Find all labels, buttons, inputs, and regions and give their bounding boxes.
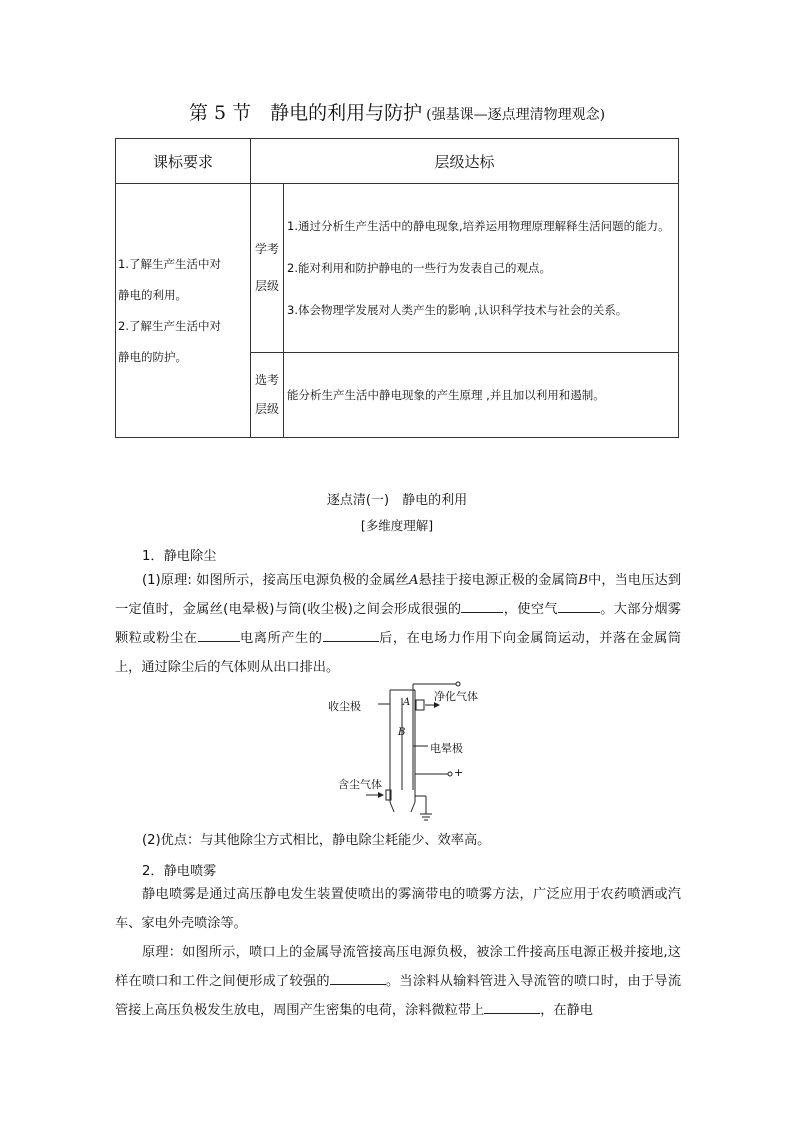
level-label-basic (251, 184, 284, 353)
table-header-requirements: 课标要求 (116, 139, 251, 184)
symbol-B: B (578, 573, 588, 588)
table-header-levels: 层级达标 (251, 139, 679, 184)
fill-blank[interactable] (330, 970, 386, 985)
text: (1)原理: 如图所示，接高压电源负极的金属丝 (142, 573, 409, 588)
level-items-advanced (284, 353, 679, 438)
standards-table (115, 138, 679, 438)
heading-electrostatic-spray: 2．静电喷雾 (142, 864, 217, 879)
level-label-line: 学考 (254, 242, 279, 256)
requirements-cell (116, 184, 251, 438)
level-item: 3.体会物理学发展对人类产生的影响 ,认识科学技术与社会的关系。 (287, 302, 628, 317)
heading-electrostatic-dust-removal: 1．静电除尘 (142, 549, 217, 564)
level-item: 能分析生产生活中静电现象的产生原理 ,并且加以利用和遏制。 (287, 387, 605, 402)
label-plus: + (454, 766, 464, 779)
section-title: 逐点清(一) 静电的利用 (326, 493, 468, 508)
fill-blank[interactable] (461, 598, 503, 613)
level-label-advanced (251, 353, 284, 438)
text: 悬挂于接电源正极的金属筒 (418, 573, 579, 588)
fill-blank[interactable] (323, 627, 379, 642)
label-B: B (398, 727, 406, 738)
dust-removal-diagram (330, 678, 510, 828)
fill-blank[interactable] (484, 999, 540, 1014)
text: 后，在电场力作用下向金属筒运动，并落在金属筒上，通过除尘后的气体则从出口排出。 (115, 631, 682, 675)
requirement-line: 静电的防护。 (118, 349, 187, 364)
table-header-row (116, 139, 679, 184)
level-items-basic (284, 184, 679, 353)
symbol-A: A (408, 573, 419, 588)
text: 原理：如图所示，喷口上的金属导流管接高压电源负极，被涂工件接高压电源正极并接地,这样在喷口和工件之间便形成了较强的 (115, 945, 681, 989)
table-row (116, 184, 679, 353)
level-item: 2.能对利用和防护静电的一些行为发表自己的观点。 (287, 260, 551, 275)
label-corona: 电晕极 (430, 742, 463, 755)
paragraph-spray-principle (115, 938, 681, 1025)
level-label-line: 层级 (254, 402, 279, 416)
paragraph-advantage: (2)优点：与其他除尘方式相比，静电除尘耗能少、效率高。 (142, 833, 491, 848)
level-label-line: 选考 (254, 373, 279, 387)
title-main: 第 5 节 静电的利用与防护 (188, 102, 423, 124)
text: 。当涂料从输料管进入导流管的喷口时，由于导流管接上高压负极发生放电，周围产生密集的电荷，涂料微粒带上 (115, 974, 682, 1018)
section-subtitle: [多维度理解] (360, 518, 434, 533)
paragraph-principle (115, 566, 681, 682)
requirement-line: 静电的利用。 (118, 287, 187, 302)
title-subtitle: (强基课—逐点理清物理观念) (426, 107, 606, 123)
fill-blank[interactable] (198, 627, 240, 642)
page-title (0, 98, 794, 125)
level-item: 1.通过分析生产生活中的静电现象,培养运用物理原理解释生活问题的能力。 (287, 218, 670, 233)
text: 电离所产生的 (239, 631, 323, 646)
label-collector: 收尘极 (328, 700, 361, 713)
label-A: A (403, 697, 411, 708)
text: ，使空气 (503, 602, 558, 617)
paragraph-spray-intro: 静电喷雾是通过高压静电发生装置使喷出的雾滴带电的喷雾方法，广泛应用于农药喷洒或汽车、家电外壳喷涂等。 (115, 887, 681, 931)
requirement-line: 2.了解生产生活中对 (118, 318, 221, 333)
level-label-line: 层级 (254, 279, 279, 293)
fill-blank[interactable] (558, 598, 600, 613)
text: 。大部分烟雾颗粒或粉尘在 (115, 602, 682, 646)
label-dusty-gas: 含尘气体 (338, 778, 382, 791)
text: 中，当电压达到一定值时，金属丝(电晕极)与筒(收尘极)之间会形成很强的 (115, 573, 682, 617)
label-clean-gas: 净化气体 (434, 690, 478, 703)
text: ，在静电 (540, 1003, 593, 1018)
requirement-line: 1.了解生产生活中对 (118, 256, 221, 271)
